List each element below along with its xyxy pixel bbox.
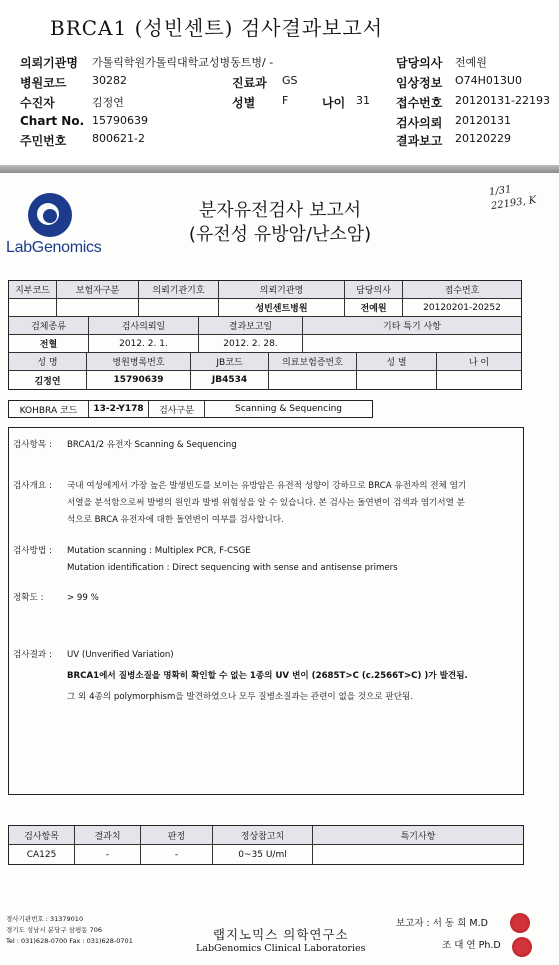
table-header: 검사항목 — [9, 826, 75, 844]
reporter-name: 조 대 연 Ph.D — [442, 940, 501, 951]
handwritten-note — [488, 180, 537, 214]
table-cell: - — [141, 845, 213, 864]
reporter-name: 서 동 희 M.D — [432, 918, 488, 929]
table-header: 특기사항 — [313, 826, 523, 844]
section-value — [67, 478, 517, 529]
grid-header: 의뢰기관기호 — [139, 281, 219, 298]
handwritten-line2: 22193, K — [490, 194, 538, 213]
kohbra-row — [8, 400, 373, 418]
header-value: 31 — [356, 94, 370, 107]
grid-cell: 성빈센트병원 — [219, 299, 345, 316]
grid-header: 의뢰기관명 — [219, 281, 345, 298]
grid-header-row — [9, 317, 521, 335]
result-box — [8, 427, 524, 795]
grid-header: 기타 특기 사항 — [303, 317, 521, 334]
header-label: 주민번호 — [20, 134, 67, 148]
grid-cell: 전혈 — [9, 335, 89, 352]
grid-header: 검체종류 — [9, 317, 89, 334]
header-label: 담당의사 — [396, 56, 443, 70]
method-line: Mutation identification : Direct sequencing with sense and antisense primers — [67, 563, 398, 573]
header-value: 20120131 — [455, 114, 511, 127]
header-label: 진료과 — [232, 76, 267, 90]
test-type-label: 검사구분 — [149, 401, 205, 417]
report-title-line1: 분자유전검사 보고서 — [198, 200, 362, 221]
overview-line: 서열을 분석함으로써 발병의 원인과 발병 위험성을 알 수 있습니다. 본 검사는 돌연변이 검색과 염기서열 분 — [67, 498, 465, 508]
header-value: F — [282, 94, 289, 107]
grid-cell: 15790639 — [87, 371, 191, 389]
table-cell: CA125 — [9, 845, 75, 864]
table-cell: 0~35 U/ml — [213, 845, 313, 864]
table-header: 정상참고치 — [213, 826, 313, 844]
section-label: 검사결과 : — [13, 650, 52, 660]
header-value: 800621-2 — [92, 132, 145, 145]
header-label: 결과보고 — [396, 134, 443, 148]
header-label: 임상정보 — [396, 76, 443, 90]
grid-value-row — [9, 299, 521, 317]
table-header: 판정 — [141, 826, 213, 844]
grid-value-row — [9, 335, 521, 353]
lab-name — [196, 925, 366, 954]
header-value: 20120229 — [455, 132, 511, 145]
kohbra-code: 13-2-Y178 — [89, 401, 149, 417]
header-label: 의뢰기관명 — [20, 56, 78, 70]
header-value: 20120131-22193 — [455, 94, 550, 107]
grid-header: 보험자구분 — [57, 281, 139, 298]
section-divider — [0, 165, 559, 173]
reporters — [396, 913, 501, 957]
grid-header: 병원병록번호 — [87, 353, 191, 370]
grid-value-row — [9, 371, 521, 389]
document-title: BRCA1 (성빈센트) 검사결과보고서 — [50, 16, 384, 40]
marker-table-row — [9, 845, 523, 864]
report-title — [140, 199, 420, 247]
grid-header-row — [9, 281, 521, 299]
grid-header: 성 명 — [9, 353, 87, 370]
grid-header: 성 별 — [357, 353, 437, 370]
marker-table-header — [9, 826, 523, 845]
header-label: Chart No. — [20, 114, 85, 128]
header-value: 전예원 — [455, 56, 487, 69]
grid-header: 검사의뢰일 — [89, 317, 199, 334]
result-line: BRCA1에서 질병소질을 명확히 확인할 수 없는 1종의 UV 변이 (2685T>C (c.2566T>C) )가 발견됨. — [67, 671, 468, 681]
header-label: 성별 — [232, 96, 256, 110]
header-value: 가톨릭학원가톨릭대학교성병동트병/ - — [92, 56, 274, 69]
header-label: 검사의뢰 — [396, 116, 443, 130]
report-title-line2: (유전성 유방암/난소암) — [188, 224, 372, 245]
method-line: Mutation scanning : Multiplex PCR, F-CSGE — [67, 546, 251, 556]
section-value — [67, 543, 517, 577]
grid-header: 결과보고일 — [199, 317, 303, 334]
reporter-line-1 — [396, 913, 501, 935]
result-header — [0, 0, 559, 165]
grid-header: 접수번호 — [403, 281, 521, 298]
grid-cell — [303, 335, 521, 352]
grid-header-row — [9, 353, 521, 371]
test-type-value: Scanning & Sequencing — [234, 404, 342, 414]
grid-cell — [57, 299, 139, 316]
reporter-line-2 — [396, 935, 501, 957]
marker-table — [8, 825, 524, 865]
header-label: 수진자 — [20, 96, 55, 110]
grid-header: 지부코드 — [9, 281, 57, 298]
table-cell: - — [75, 845, 141, 864]
section-value — [67, 647, 517, 706]
table-header: 결과치 — [75, 826, 141, 844]
grid-cell — [357, 371, 437, 389]
grid-header: 나 이 — [437, 353, 521, 370]
registration-number: 경사기관번호 : 31379010 — [6, 915, 84, 923]
grid-cell: JB4534 — [191, 371, 269, 389]
table-cell — [313, 845, 523, 864]
header-label: 접수번호 — [396, 96, 443, 110]
grid-cell: 2012. 2. 28. — [199, 335, 303, 352]
lab-phone: Tel : 031)628-0700 Fax : 031)628-0701 — [6, 937, 133, 945]
section-label: 정확도 : — [13, 593, 44, 603]
logo-mark-icon — [28, 193, 72, 237]
reporter-label: 보고자 : — [396, 918, 430, 929]
handwritten-line1: 1/31 — [488, 184, 513, 199]
result-line: 그 외 4종의 polymorphism을 발견하였으나 모두 질병소질과는 관련이 없을 것으로 판단됨. — [67, 692, 414, 702]
grid-cell — [269, 371, 357, 389]
grid-cell: 20120201-20252 — [423, 302, 501, 313]
grid-cell — [9, 299, 57, 316]
section-label: 검사방법 : — [13, 546, 52, 556]
lab-address: 경기도 성남시 분당구 삼평동 706 — [6, 926, 103, 934]
header-value: O74H013U0 — [455, 74, 522, 87]
signature-seal-icon — [512, 937, 532, 957]
logo-text: LabGenomics — [6, 239, 102, 256]
result-line: UV (Unverified Variation) — [67, 650, 174, 660]
lab-name-english: LabGenomics Clinical Laboratories — [196, 943, 366, 954]
header-label: 나이 — [322, 96, 346, 110]
grid-header: 의료보험증번호 — [269, 353, 357, 370]
header-value: 30282 — [92, 74, 127, 87]
section-label: 검사항목 : — [13, 440, 52, 450]
labgenomics-logo — [6, 193, 106, 263]
header-value: GS — [282, 74, 298, 87]
section-value: > 99 % — [67, 593, 99, 603]
patient-info-grid — [8, 280, 522, 390]
header-value: 15790639 — [92, 114, 148, 127]
lab-registration — [6, 914, 133, 947]
overview-line: 국내 여성에게서 가장 높은 발생빈도를 보이는 유방암은 유전적 성향이 강하므로 BRCA 유전자의 전체 염기 — [67, 481, 467, 491]
section-label: 검사개요 : — [13, 481, 52, 491]
grid-cell: 김정연 — [9, 371, 87, 389]
grid-cell: 전예원 — [345, 299, 403, 316]
grid-cell — [139, 299, 219, 316]
header-label: 병원코드 — [20, 76, 67, 90]
grid-cell: 2012. 2. 1. — [89, 335, 199, 352]
grid-cell — [437, 371, 521, 389]
grid-header: JB코드 — [191, 353, 269, 370]
header-value: 김정연 — [92, 96, 124, 109]
lab-name-korean: 랩지노믹스 의학연구소 — [212, 927, 349, 942]
grid-header: 담당의사 — [345, 281, 403, 298]
scanned-report — [0, 173, 559, 965]
overview-line: 석으로 BRCA 유전자에 대한 돌연변이 여부를 검사합니다. — [67, 515, 284, 525]
section-value: BRCA1/2 유전자 Scanning & Sequencing — [67, 440, 237, 450]
signature-seal-icon — [510, 913, 530, 933]
kohbra-label: KOHBRA 코드 — [9, 401, 89, 417]
